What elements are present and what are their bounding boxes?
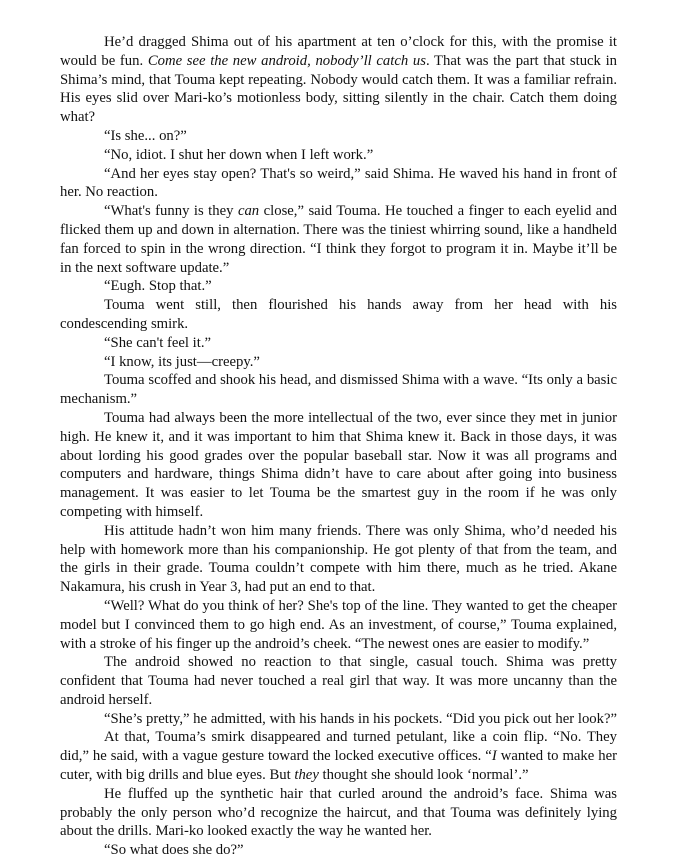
- italic-text-run: I: [491, 748, 497, 765]
- paragraph: [60, 728, 617, 784]
- text-run: “I know, its just—creepy.”: [104, 353, 260, 370]
- text-run: “And her eyes stay open? That's so weird,” said Shima. He waved his hand in front of her. No reaction.: [60, 165, 617, 201]
- italic-text-run: they: [294, 767, 319, 784]
- text-run: “She can't feel it.”: [104, 334, 212, 351]
- text-run: Touma had always been the more intellectual of the two, ever since they met in junior high. He knew it, and it was important to him that Shima knew it. Back in those days, it was about lording his good grades over the popular baseball star. Now it was all programs and computers and hardware, things Shima didn’t have to care about after going into business management. It was easier to let Touma be the smartest guy in the room if he was only competing with himself.: [60, 409, 617, 520]
- text-run: The android showed no reaction to that single, casual touch. Shima was pretty confident that Touma had never touched a real girl that way. It was more uncanny than the android herself.: [60, 654, 617, 708]
- paragraph: [60, 710, 617, 729]
- paragraph: [60, 371, 617, 409]
- paragraph: [60, 146, 617, 165]
- paragraph: [60, 127, 617, 146]
- paragraph: [60, 785, 617, 841]
- text-run: He fluffed up the synthetic hair that curled around the android’s face. Shima was probably the only person who’d recognize the haircut, and that Touma was definitely lying about the drills. Mari-ko looked exactly the way he wanted her.: [60, 785, 617, 840]
- italic-text-run: can: [237, 203, 260, 220]
- text-run: He’d dragged Shima out of his apartment at ten o’clock for this, with the promise it would be fun.: [60, 34, 617, 69]
- text-run: . That was the part that stuck in Shima’s mind, that Touma kept repeating. Nobody would catch them. It was a familiar refrain. His eyes slid over Mari-ko’s motionless body, sitting silently in the chair. Catch them doing what?: [60, 52, 617, 126]
- text-run: thought she should look ‘normal’.”: [318, 767, 529, 784]
- text-run: “What's funny is they: [104, 203, 238, 220]
- paragraph: [60, 277, 617, 296]
- text-run: close,” said Touma. He touched a finger to each eyelid and flicked them up and down in alternation. There was the tiniest whirring sound, like a handheld fan forced to spin in the wrong direction. “I think they forgot to program it in. Maybe it’ll be in the next software update.”: [60, 203, 617, 276]
- paragraph: [60, 353, 617, 372]
- text-run: Touma went still, then flourished his hands away from her head with his condescending smirk.: [60, 297, 617, 332]
- italic-text-run: Come see the new android, nobody’ll catch us: [147, 52, 426, 69]
- paragraph: [60, 522, 617, 597]
- text-run: wanted to make her cuter, with big drills and blue eyes. But: [60, 748, 617, 784]
- paragraph: [60, 409, 617, 522]
- text-run: “She’s pretty,” he admitted, with his hands in his pockets. “Did you pick out her look?”: [104, 710, 618, 727]
- text-run: “Well? What do you think of her? She's top of the line. They wanted to get the cheaper model but I convinced them to go high end. As an investment, of course,” Touma explained, with a stroke of his finger up the android’s cheek. “The newest ones are easier to modify.”: [60, 597, 617, 652]
- paragraph: [60, 202, 617, 277]
- text-run: Touma scoffed and shook his head, and dismissed Shima with a wave. “Its only a basic mechanism.”: [60, 372, 617, 408]
- paragraph: [60, 841, 617, 860]
- paragraph: [60, 165, 617, 203]
- paragraph: [60, 334, 617, 353]
- paragraph: [60, 296, 617, 334]
- text-run: “No, idiot. I shut her down when I left work.”: [104, 146, 374, 163]
- text-run: “Is she... on?”: [104, 127, 187, 144]
- paragraph: [60, 597, 617, 653]
- paragraph: [60, 653, 617, 709]
- text-run: At that, Touma’s smirk disappeared and turned petulant, like a coin flip. “No. They did,” he said, with a vague gesture toward the locked executive offices. “: [60, 729, 617, 765]
- paragraph: [60, 33, 617, 127]
- text-run: “So what does she do?”: [104, 842, 244, 859]
- text-run: “Eugh. Stop that.”: [104, 278, 212, 295]
- text-run: His attitude hadn’t won him many friends. There was only Shima, who’d needed his help with homework more than his companionship. He got plenty of that from the team, and the girls in their grade. Touma couldn’t compete with him there, much as he tried. Akane Nakamura, his crush in Year 3, had put an end to that.: [60, 522, 617, 596]
